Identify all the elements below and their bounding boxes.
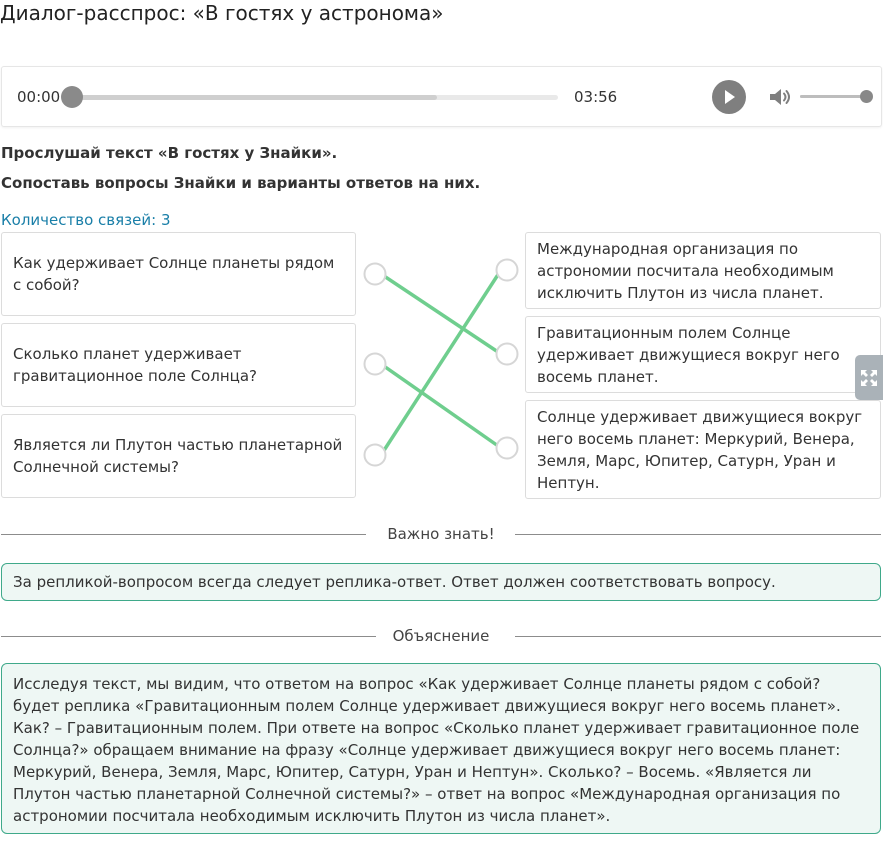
buffered-bar [72,95,437,100]
connection-line [381,364,501,448]
answer-connector[interactable] [497,260,518,281]
connection-line [381,274,501,354]
answer-card[interactable] [525,316,881,393]
answer-connector[interactable] [497,344,518,365]
answer-connector[interactable] [497,438,518,459]
progress-thumb[interactable] [61,86,83,108]
expand-icon [860,369,878,387]
instruction-listen: Прослушай текст «В гостях у Знайки». [1,144,338,162]
current-time: 00:00 [17,88,61,106]
connection-line [381,270,501,455]
expand-tab[interactable] [855,355,883,400]
answer-text: Международная организация по астрономии посчитала необходимым исключить Плутон из числа планет. [537,239,834,302]
play-button[interactable] [712,80,746,114]
connection-area [356,232,525,500]
play-icon [722,89,736,105]
volume-thumb[interactable] [860,90,873,103]
important-text: За репликой-вопросом всегда следует реплика-ответ. Ответ должен соответствовать вопросу. [13,573,776,591]
explanation-text: Исследуя текст, мы видим, что ответом на вопрос «Как удерживает Солнце планеты рядом с собой? будет реплика «Гравитационным полем Солнце удерживает движущиеся вокруг него восемь планет». Как? – Гравитационным полем. При ответе на вопрос «Сколько планет удерживает гравитационное поле Солнца?» обращаем внимание на фразу «Солнце удерживает движущиеся вокруг него восемь планет: Меркурий, Венера, Земля, Марс, Юпитер, Сатурн, Уран и Нептун». Сколько? – Восемь. «Является ли Плутон частью планетарной Солнечной системы?» – ответ на вопрос «Международная организация по астрономии посчитала необходимым исключить Плутон из числа планет». [13,675,860,825]
progress-track[interactable] [72,95,558,100]
question-connector[interactable] [365,354,386,375]
audio-player [1,66,882,127]
explanation-heading: Объяснение [392,627,490,645]
question-card[interactable] [1,323,356,407]
question-card[interactable] [1,232,356,316]
explanation-box [1,663,881,834]
volume-icon [768,85,794,109]
volume-track[interactable] [800,95,866,98]
connections-label: Количество связей: [1,211,157,229]
question-connector[interactable] [365,264,386,285]
important-note [1,563,881,601]
duration: 03:56 [574,88,618,106]
question-connector[interactable] [365,445,386,466]
important-divider [1,524,881,544]
volume-fill [800,95,866,98]
answer-card[interactable] [525,400,881,499]
answer-card[interactable] [525,232,881,309]
question-text: Как удерживает Солнце планеты рядом с собой? [13,254,335,294]
instruction-match: Сопоставь вопросы Знайки и варианты ответов на них. [1,174,481,192]
explanation-divider [1,626,881,646]
important-heading: Важно знать! [387,525,495,543]
question-card[interactable] [1,414,356,498]
page-title: Диалог-расспрос: «В гостях у астронома» [0,1,444,25]
connections-counter [1,210,170,230]
answer-text: Гравитационным полем Солнце удерживает движущиеся вокруг него восемь планет. [537,323,840,386]
volume-button[interactable] [768,85,794,109]
answer-text: Солнце удерживает движущиеся вокруг него восемь планет: Меркурий, Венера, Земля, Марс, Юпитер, Сатурн, Уран и Нептун. [537,407,863,492]
connections-count: 3 [160,211,171,229]
question-text: Сколько планет удерживает гравитационное поле Солнца? [13,345,258,385]
question-text: Является ли Плутон частью планетарной Солнечной системы? [13,436,343,476]
